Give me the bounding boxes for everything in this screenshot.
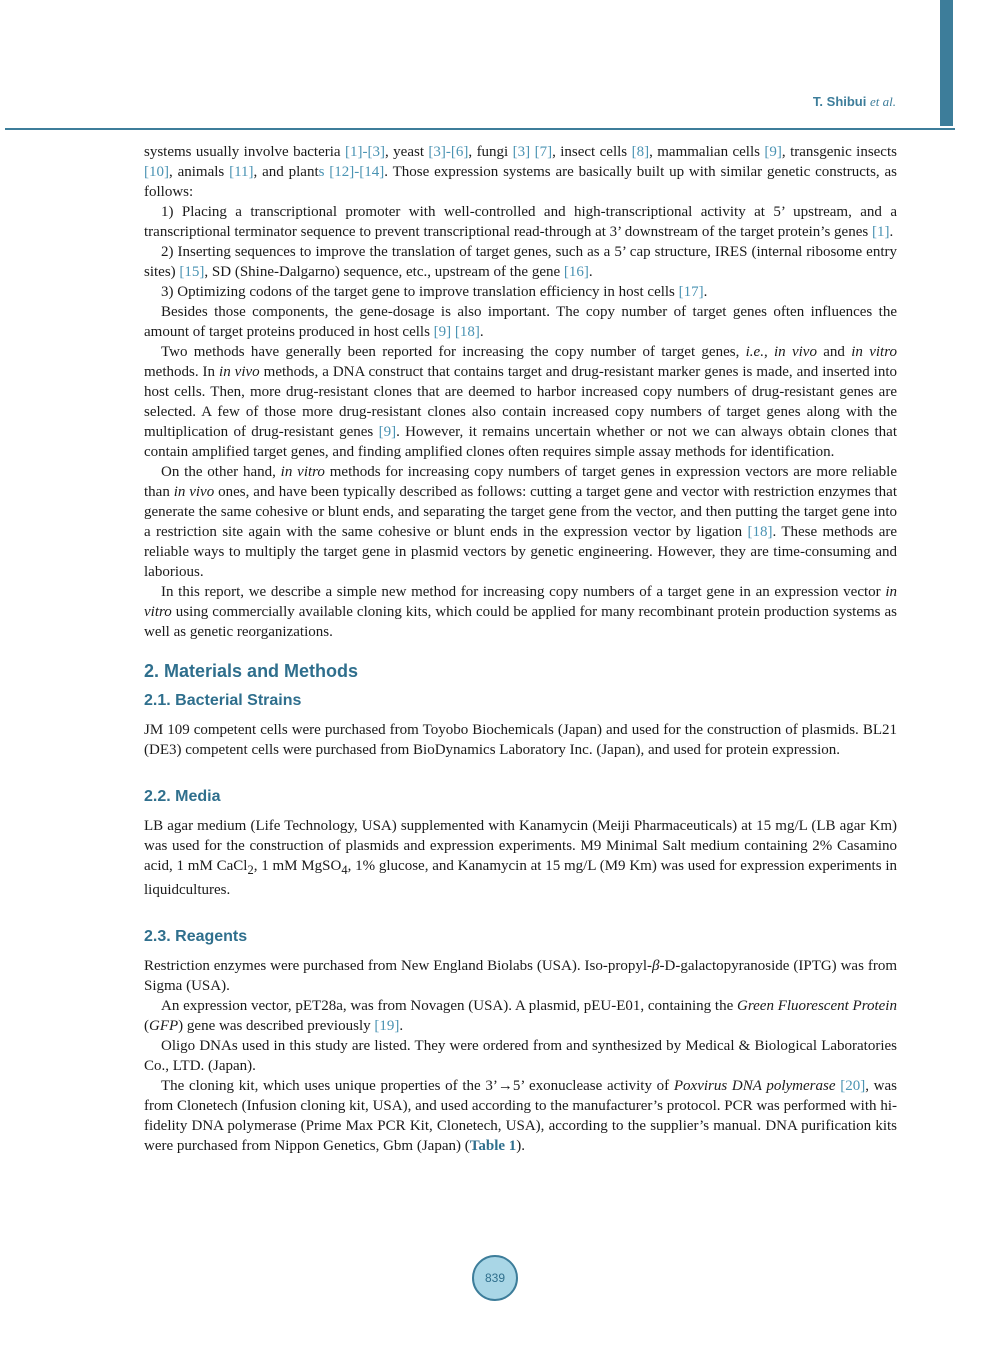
subsection-heading-reagents: 2.3. Reagents: [144, 928, 248, 945]
page-number-badge: [472, 1255, 518, 1301]
citation-link[interactable]: [1]: [871, 224, 890, 240]
paragraph-list-item-2: 2) Inserting sequences to improve the translation of target genes, such as a 5’ cap structure, IRES (internal ribosome entry sites) [15], SD (Shine-Dalgarno) sequence, etc., upstream of the gene [16].: [144, 244, 897, 280]
citation-link[interactable]: [9]: [378, 424, 397, 440]
citation-link[interactable]: [9]: [764, 144, 782, 160]
paragraph-restriction-enzymes: Restriction enzymes were purchased from New England Biolabs (USA). Iso-propyl-β-D-galactopyranoside (IPTG) was from Sigma (USA).: [144, 958, 897, 994]
subsection-heading-bacterial-strains: 2.1. Bacterial Strains: [144, 692, 302, 709]
paragraph-media: LB agar medium (Life Technology, USA) supplemented with Kanamycin (Meiji Pharmaceuticals) at 15 mg/L (LB agar Km) was used for the construction of plasmids and expression experiments. M9 Minimal Salt medium containing 2% Casamino acid, 1 mM CaCl$_2$, 1 mM MgSO$_4$, 1% glucose, and Kanamycin at 15 mg/L (M9 Km) was used for expression experiments in liquidcultures.: [144, 818, 897, 898]
paragraph-list-item-3: 3) Optimizing codons of the target gene to improve translation efficiency in host cells [17].: [161, 284, 708, 300]
paragraph-expression-systems: systems usually involve bacteria [1]-[3], yeast [3]-[6], fungi [3] [7], insect cells [8], mammalian cells [9], transgenic insects [10], animals [11], and plants [12]-[14]. Those expression systems are basically built up with similar genetic constructs, as follows:: [144, 144, 897, 200]
citation-link[interactable]: [20]: [840, 1078, 866, 1094]
author-suffix: et al.: [870, 94, 896, 109]
citation-link[interactable]: [8]: [631, 144, 650, 160]
paragraph-oligo-dnas: Oligo DNAs used in this study are listed. They were ordered from and synthesized by Medical & Biological Laboratories Co., LTD. (Japan).: [144, 1038, 897, 1074]
citation-link[interactable]: [1]-[3]: [345, 144, 385, 160]
citation-link[interactable]: [11]: [229, 164, 254, 180]
section-heading-materials-methods: 2. Materials and Methods: [144, 661, 359, 681]
page-number: 839: [484, 1271, 506, 1285]
paragraph-in-vitro-methods: On the other hand, in vitro methods for increasing copy numbers of target genes in expression vectors are more reliable than in vivo ones, and have been typically described as follows: cutting a target gene and vector with restriction enzymes that generate the same cohesive or blunt ends, and separating the target gene from the vector, and then putting the target gene into a restriction site again with the same cohesive or blunt ends in the expression vector by ligation [18]. These methods are reliable ways to multiply the target gene in plasmid vectors by genetic engineering. However, they are time-consuming and laborious.: [144, 464, 898, 580]
header-rule: [5, 128, 955, 130]
paragraph-two-methods: Two methods have generally been reported for increasing the copy number of target genes, i.e., in vivo and in vitro methods. In in vivo methods, a DNA construct that contains target and drug-resistant marker genes is made, and inserted into host cells. Then, more drug-resistant clones that are deemed to harbor increased copy numbers of drug-resistant genes are selected. A few of those more drug-resistant clones also contain increased copy numbers of target genes along with the multiplication of drug-resistant genes [9]. However, it remains uncertain whether or not we can always obtain clones that contain amplified target genes, and finding amplified clones often requires simple assay methods for identification.: [144, 344, 898, 460]
citation-link[interactable]: [18]: [747, 524, 773, 540]
citation-link[interactable]: s [12]-[14]: [318, 164, 385, 180]
citation-link[interactable]: [19]: [374, 1018, 400, 1034]
author-name: T. Shibui: [812, 94, 867, 109]
table-reference-link[interactable]: Table 1: [469, 1138, 517, 1154]
citation-link[interactable]: [9] [18]: [433, 324, 480, 340]
citation-link[interactable]: [3] [7]: [512, 144, 553, 160]
paragraph-gene-dosage: Besides those components, the gene-dosage is also important. The copy number of target genes often influences the amount of target proteins produced in host cells [9] [18].: [144, 304, 897, 340]
citation-link[interactable]: [17]: [678, 284, 704, 300]
citation-link[interactable]: [15]: [179, 264, 205, 280]
article-body: [144, 142, 897, 1156]
citation-link[interactable]: [10]: [144, 164, 169, 180]
paragraph-expression-vector: An expression vector, pET28a, was from Novagen (USA). A plasmid, pEU-E01, containing the Green Fluorescent Protein (GFP) gene was described previously [19].: [144, 998, 897, 1034]
paragraph-list-item-1: 1) Placing a transcriptional promoter with well-controlled and high-transcriptional activity at 5’ upstream, and a transcriptional terminator sequence to prevent transcriptional read-through at 3’ downstream of the target protein’s genes [1].: [144, 204, 897, 240]
paragraph-cloning-kit: The cloning kit, which uses unique properties of the 3’→5’ exonuclease activity of Poxvirus DNA polymerase [20], was from Clonetech (Infusion cloning kit, USA), and used according to the manufacturer’s protocol. PCR was performed with hi-fidelity DNA polymerase (Prime Max PCR Kit, Clonetech, USA), according to the supplier’s manual. DNA purification kits were purchased from Nippon Genetics, Gbm (Japan) (Table 1).: [144, 1078, 898, 1154]
header-accent-bar: [940, 0, 953, 126]
paragraph-this-report: In this report, we describe a simple new method for increasing copy numbers of a target gene in an expression vector in vitro using commercially available cloning kits, which could be applied for many recombinant protein production systems as well as genetic reorganizations.: [144, 584, 897, 640]
citation-link[interactable]: [3]-[6]: [428, 144, 469, 160]
subsection-heading-media: 2.2. Media: [144, 788, 221, 805]
paragraph-bacterial-strains: JM 109 competent cells were purchased from Toyobo Biochemicals (Japan) and used for the construction of plasmids. BL21 (DE3) competent cells were purchased from BioDynamics Laboratory Inc. (Japan), and used for protein expression.: [144, 722, 897, 758]
running-header-author: [813, 94, 896, 110]
citation-link[interactable]: [16]: [563, 264, 589, 280]
